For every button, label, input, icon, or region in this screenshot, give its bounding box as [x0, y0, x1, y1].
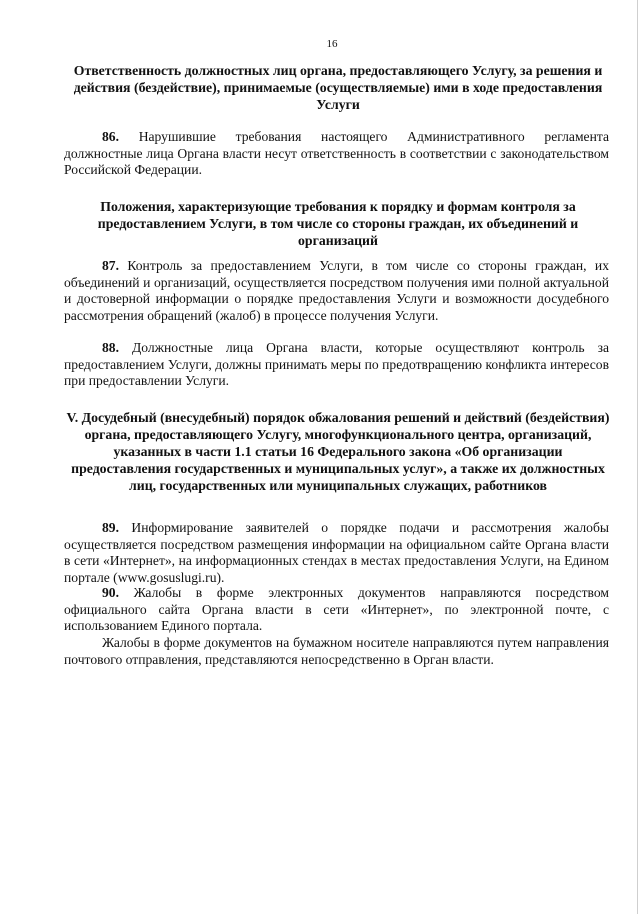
paragraph-87 [64, 258, 609, 324]
page-number: 16 [326, 38, 338, 50]
paragraph-text: Нарушившие требования настоящего Административного регламента должностные лица Органа власти несут ответственность в соответствии с законодательством Российской Федерации. [64, 129, 609, 178]
scan-edge-line [637, 0, 638, 914]
paragraph-text: Жалобы в форме документов на бумажном носителе направляются путем направления почтового отправления, представляются непосредственно в Орган власти. [64, 635, 609, 667]
paragraph-number: 90. [102, 585, 134, 600]
paragraph-number: 89. [102, 520, 132, 535]
paragraph-text: Информирование заявителей о порядке подачи и рассмотрения жалобы осуществляется посредством размещения информации на официальном сайте Органа власти в сети «Интернет», на информационных стендах в местах предоставления Услуги, на Едином портале (www.gosuslugi.ru). [64, 520, 610, 585]
paragraph-number: 88. [102, 340, 132, 355]
section-heading-appeal: V. Досудебный (внесудебный) порядок обжалования решений и действий (бездействия) органа, предоставляющего Услугу, многофункционального центра, организаций, указанных в части 1.1 статьи 16 Федерального закона «Об организации предоставления государственных и муниципальных услуг», а также их должностных лиц, государственных или муниципальных служащих, работников [66, 410, 610, 493]
paragraph-number: 87. [102, 258, 128, 273]
paragraph-90 [64, 585, 609, 635]
paragraph-89 [64, 520, 609, 586]
paragraph-text: Жалобы в форме электронных документов направляются посредством официального сайта Органа власти в сети «Интернет», по электронной почте, с использованием Единого портала. [64, 585, 609, 634]
section-heading-responsibility: Ответственность должностных лиц органа, предоставляющего Услугу, за решения и действия (бездействие), принимаемые (осуществляемые) ими в ходе предоставления Услуги [73, 63, 603, 112]
paragraph-paper-complaints [64, 635, 609, 668]
paragraph-88 [64, 340, 609, 390]
section-heading-control: Положения, характеризующие требования к порядку и формам контроля за предоставлением Услуги, в том числе со стороны граждан, их объединений и организаций [97, 199, 579, 248]
paragraph-text: Контроль за предоставлением Услуги, в том числе со стороны граждан, их объединений и организаций, осуществляется посредством получения ими полной актуальной и достоверной информации о порядке предоставления Услуги и возможности досудебного рассмотрения обращений (жалоб) в процессе получения Услуги. [64, 258, 609, 323]
paragraph-number: 86. [102, 129, 139, 144]
paragraph-text: Должностные лица Органа власти, которые осуществляют контроль за предоставлением Услуги, должны принимать меры по предотвращению конфликта интересов при предоставлении Услуги. [64, 340, 609, 389]
paragraph-86 [64, 129, 609, 179]
